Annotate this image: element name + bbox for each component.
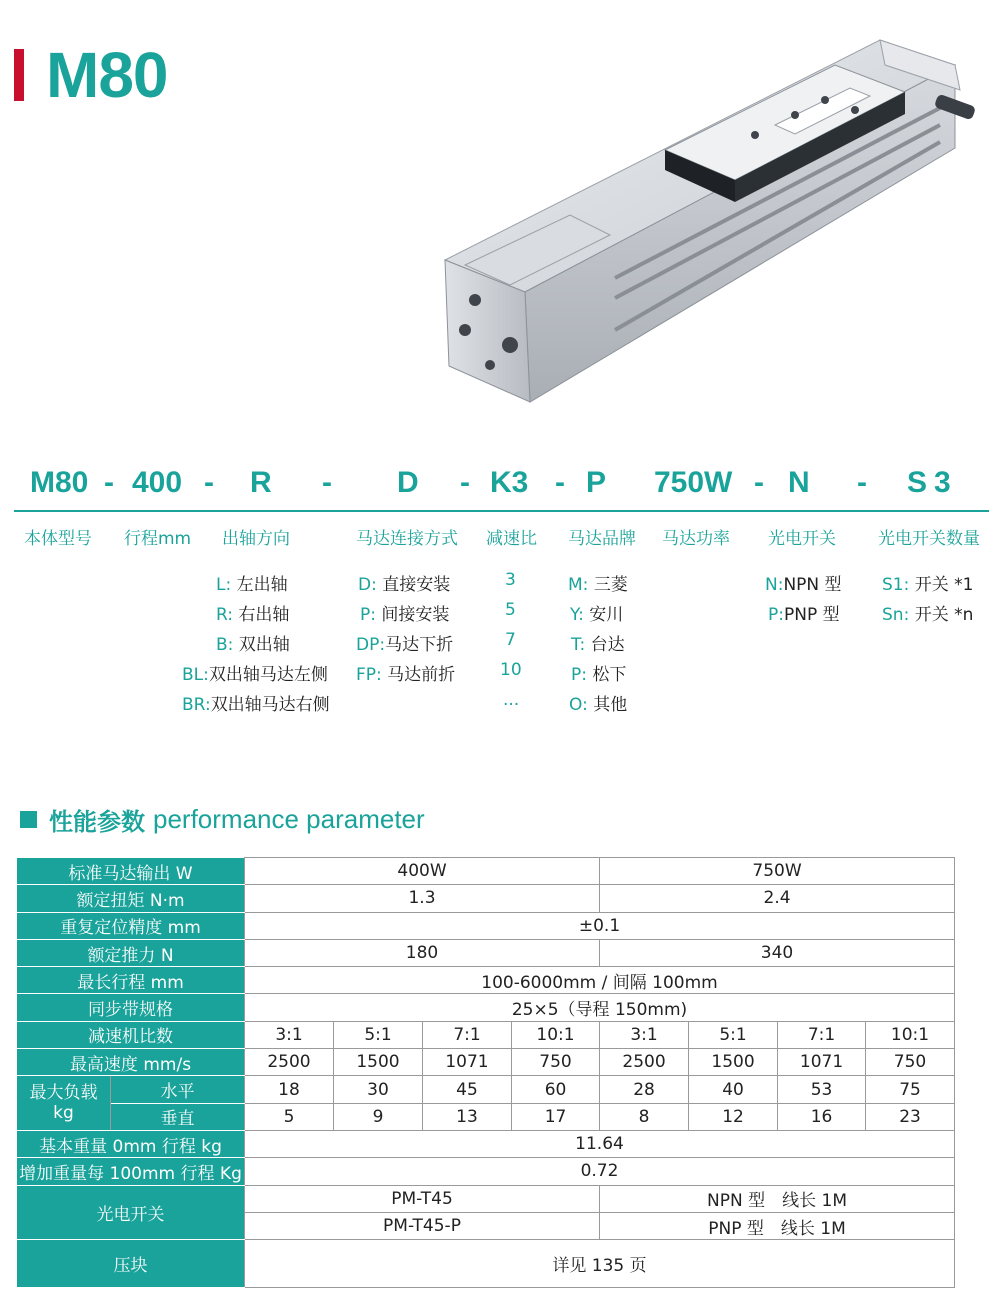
- row-header: 重复定位精度 mm: [17, 912, 245, 939]
- table-cell: ±0.1: [245, 912, 955, 939]
- option-ratio: ...: [503, 690, 520, 710]
- option-shaft-br: BR:双出轴马达右侧: [182, 695, 330, 715]
- table-cell: 400W: [245, 858, 600, 885]
- table-cell: 53: [778, 1076, 866, 1103]
- table-cell: 23: [866, 1103, 955, 1130]
- label-switch-count: 光电开关数量: [878, 529, 980, 549]
- table-cell: 8: [600, 1103, 689, 1130]
- table-cell: 13: [423, 1103, 512, 1130]
- table-cell: 5:1: [334, 1021, 423, 1048]
- row-header: 额定推力 N: [17, 939, 245, 966]
- table-cell: 10:1: [512, 1021, 600, 1048]
- table-cell: 750: [512, 1049, 600, 1076]
- table-row: [17, 885, 955, 912]
- table-cell: 2500: [245, 1049, 334, 1076]
- label-power: 马达功率: [662, 529, 730, 549]
- title-accent-bar: [14, 49, 24, 101]
- table-cell: 2.4: [600, 885, 955, 912]
- performance-table: [16, 857, 955, 1288]
- label-brand: 马达品牌: [568, 529, 636, 549]
- section-title-en: performance parameter: [153, 804, 425, 834]
- table-cell: 1500: [334, 1049, 423, 1076]
- option-connection-p: P: 间接安装: [360, 605, 450, 625]
- table-cell: 1071: [423, 1049, 512, 1076]
- code-dash: -: [754, 466, 764, 499]
- code-shaft: R: [250, 466, 272, 499]
- code-switch-count: S: [907, 466, 928, 499]
- table-cell: PNP 型 线长 1M: [600, 1212, 955, 1239]
- title-block: [14, 39, 168, 111]
- option-shaft-b: B: 双出轴: [216, 635, 290, 655]
- table-cell: 750W: [600, 858, 955, 885]
- table-cell: 750: [866, 1049, 955, 1076]
- table-row: [17, 858, 955, 885]
- table-cell: 28: [600, 1076, 689, 1103]
- table-row: [17, 939, 955, 966]
- code-dash: -: [857, 466, 867, 499]
- row-header-load: 最大负载 kg: [17, 1076, 111, 1131]
- model-code: [14, 466, 989, 510]
- table-cell: 60: [512, 1076, 600, 1103]
- option-switch-p: P:PNP 型: [768, 605, 840, 625]
- code-dash: -: [460, 466, 470, 499]
- table-cell: PM-T45-P: [245, 1212, 600, 1239]
- option-ratio: 7: [505, 630, 516, 650]
- table-cell: PM-T45: [245, 1185, 600, 1212]
- table-cell: 180: [245, 939, 600, 966]
- row-header: 同步带规格: [17, 994, 245, 1021]
- table-cell: 5: [245, 1103, 334, 1130]
- option-shaft-r: R: 右出轴: [216, 605, 290, 625]
- code-brand: P: [586, 466, 607, 499]
- option-brand-y: Y: 安川: [570, 605, 624, 625]
- table-cell: 45: [423, 1076, 512, 1103]
- table-cell: 9: [334, 1103, 423, 1130]
- table-cell: 3:1: [600, 1021, 689, 1048]
- table-cell: 1500: [689, 1049, 778, 1076]
- row-header: 最高速度 mm/s: [17, 1049, 245, 1076]
- table-row: [17, 1130, 955, 1157]
- row-subheader: 水平: [111, 1076, 245, 1103]
- label-body-model: 本体型号: [24, 529, 92, 549]
- row-header: 额定扭矩 N·m: [17, 885, 245, 912]
- option-connection-d: D: 直接安装: [358, 575, 451, 595]
- section-title-cn: 性能参数: [49, 808, 145, 836]
- option-ratio: 3: [505, 570, 516, 590]
- option-ratio: 10: [500, 660, 522, 680]
- row-header: 压块: [17, 1240, 245, 1288]
- table-row: [17, 1158, 955, 1185]
- table-cell: 0.72: [245, 1158, 955, 1185]
- table-cell: 2500: [600, 1049, 689, 1076]
- table-cell: 18: [245, 1076, 334, 1103]
- table-cell: 3:1: [245, 1021, 334, 1048]
- table-cell: 75: [866, 1076, 955, 1103]
- table-cell: 10:1: [866, 1021, 955, 1048]
- table-cell: NPN 型 线长 1M: [600, 1185, 955, 1212]
- label-switch: 光电开关: [768, 529, 836, 549]
- table-cell: 11.64: [245, 1130, 955, 1157]
- table-row: [17, 1185, 955, 1212]
- table-cell: 1.3: [245, 885, 600, 912]
- code-body: M80: [30, 466, 89, 499]
- row-header: 基本重量 0mm 行程 kg: [17, 1130, 245, 1157]
- table-cell: 5:1: [689, 1021, 778, 1048]
- label-stroke: 行程mm: [124, 529, 192, 549]
- option-shaft-l: L: 左出轴: [216, 575, 288, 595]
- option-switch-n: N:NPN 型: [765, 575, 842, 595]
- table-cell: 16: [778, 1103, 866, 1130]
- section-square-icon: [20, 811, 37, 828]
- table-row: [17, 1103, 955, 1130]
- row-header: 增加重量每 100mm 行程 Kg: [17, 1158, 245, 1185]
- code-dash: -: [104, 466, 114, 499]
- code-connection: D: [397, 466, 419, 499]
- table-cell: 7:1: [423, 1021, 512, 1048]
- option-switch-count-n: Sn: 开关 *n: [882, 605, 974, 625]
- table-cell: 17: [512, 1103, 600, 1130]
- label-shaft-direction: 出轴方向: [222, 529, 290, 549]
- row-header: 标准马达输出 W: [17, 858, 245, 885]
- code-dash: -: [322, 466, 332, 499]
- label-connection: 马达连接方式: [356, 529, 458, 549]
- code-ratio: K3: [490, 466, 529, 499]
- table-cell: 12: [689, 1103, 778, 1130]
- table-cell: 40: [689, 1076, 778, 1103]
- code-dash: -: [555, 466, 565, 499]
- option-ratio: 5: [505, 600, 516, 620]
- table-cell: 100-6000mm / 间隔 100mm: [245, 967, 955, 994]
- table-row: [17, 1240, 955, 1288]
- page-title: M80: [46, 39, 168, 111]
- label-ratio: 减速比: [486, 529, 537, 549]
- code-stroke: 400: [132, 466, 183, 499]
- option-connection-dp: DP:马达下折: [356, 635, 454, 655]
- table-cell: 7:1: [778, 1021, 866, 1048]
- table-cell: 详见 135 页: [245, 1240, 955, 1288]
- table-cell: 25×5（导程 150mm): [245, 994, 955, 1021]
- linear-module-image: [435, 30, 980, 415]
- table-row: [17, 912, 955, 939]
- table-cell: 340: [600, 939, 955, 966]
- table-row: [17, 1049, 955, 1076]
- table-cell: 1071: [778, 1049, 866, 1076]
- option-connection-fp: FP: 马达前折: [356, 665, 456, 685]
- table-cell: 30: [334, 1076, 423, 1103]
- section-header: [20, 802, 425, 837]
- code-switch-count-num: 3: [934, 466, 951, 499]
- code-power: 750W: [654, 466, 733, 499]
- row-header: 最长行程 mm: [17, 967, 245, 994]
- table-row: [17, 994, 955, 1021]
- option-brand-p: P: 松下: [571, 665, 627, 685]
- code-divider: [14, 510, 989, 512]
- code-switch: N: [788, 466, 810, 499]
- table-row: [17, 1021, 955, 1048]
- table-row: [17, 1076, 955, 1103]
- option-switch-count-1: S1: 开关 *1: [882, 575, 974, 595]
- row-subheader: 垂直: [111, 1103, 245, 1130]
- option-shaft-bl: BL:双出轴马达左侧: [182, 665, 328, 685]
- table-row: [17, 967, 955, 994]
- option-brand-o: O: 其他: [569, 695, 628, 715]
- code-dash: -: [204, 466, 214, 499]
- row-header: 减速机比数: [17, 1021, 245, 1048]
- option-brand-m: M: 三菱: [568, 575, 628, 595]
- row-header: 光电开关: [17, 1185, 245, 1240]
- option-brand-t: T: 台达: [571, 635, 625, 655]
- code-labels: [0, 524, 1000, 550]
